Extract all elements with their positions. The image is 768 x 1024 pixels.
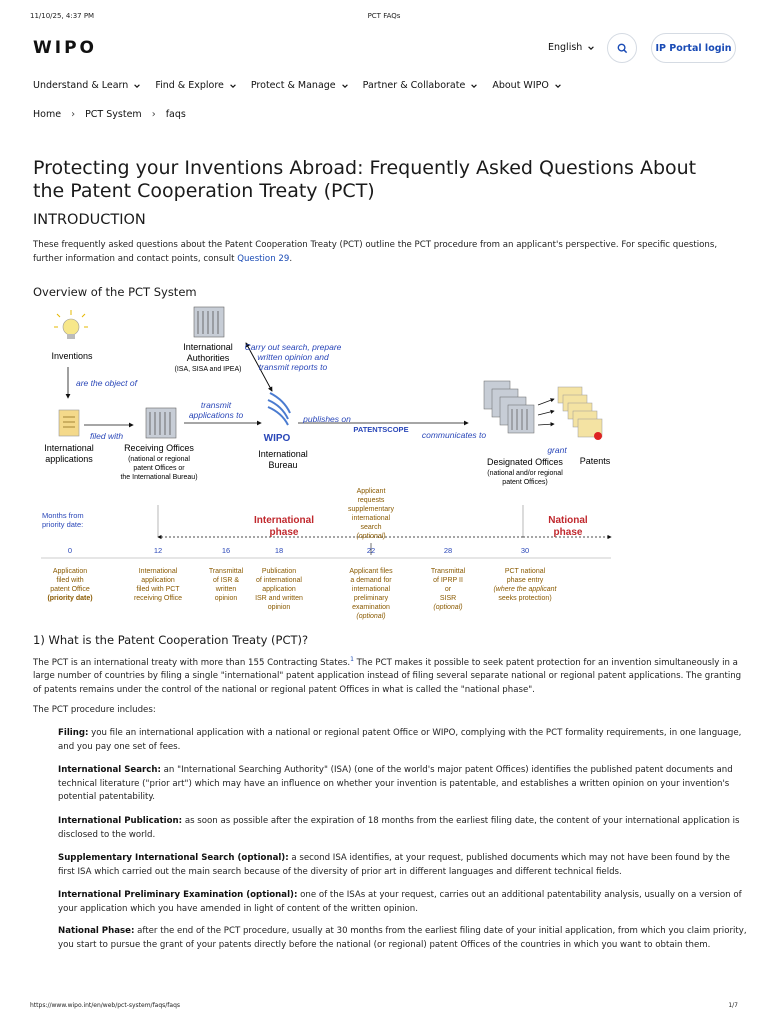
search-button[interactable] <box>607 33 637 63</box>
introduction-heading: INTRODUCTION <box>33 212 146 228</box>
breadcrumb <box>33 109 186 120</box>
procedure-item-international-search: International Search: an "International Searching Authority" (ISA) (one of the world's major patent Offices) identifies the published patent documents and technical literature ("prior art") which may have an influence on whether your invention is patentable, and establishes a written opinion on your invention's potential patentability. <box>58 765 733 802</box>
chevron-right-icon: › <box>71 109 76 120</box>
timeline-event-22: Applicant files a demand for international preliminary examination (optional) <box>349 568 393 620</box>
procedure-item-national-phase: National Phase: after the end of the PCT procedure, usually at 30 months from the earliest filing date of your initial application, from which you claim priority, you start to pursue the grant of your patents directly before the national (or regional) patent Offices of the countries in which you want to obtain them. <box>58 926 747 950</box>
grant-label: grant <box>547 445 567 455</box>
nav-item-protect-manage[interactable]: Protect & Manage <box>251 80 349 91</box>
building-icon <box>194 307 224 337</box>
lightbulb-icon <box>54 310 88 339</box>
question-1-paragraph: The PCT is an international treaty with more than 155 Contracting States.$^1$ The PCT makes it possible to seek patent protection for an invention simultaneously in a large number of countries by filing a single "international" patent application instead of filing several separate national or regional patent applications. The granting of patents remains under the control of the national or regional patent Offices in what is called the "national phase". <box>33 656 742 695</box>
print-header <box>0 12 768 24</box>
communicates-to-label: communicates to <box>421 430 487 440</box>
chevron-right-icon: › <box>151 109 156 120</box>
wipo-emblem-icon <box>268 393 290 425</box>
breadcrumb-home[interactable]: Home <box>33 109 62 120</box>
timeline-event-16: Transmittal of ISR & written opinion <box>208 568 244 602</box>
international-applications-label: International applications <box>44 443 94 464</box>
patentscope-label: PATENTSCOPE <box>353 425 409 434</box>
nav-item-about-wipo[interactable]: About WIPO <box>492 80 562 91</box>
international-phase-label: International phase <box>253 515 315 538</box>
page-title: Protecting your Inventions Abroad: Frequently Asked Questions About the Patent Cooperation Treaty (PCT) <box>33 157 697 202</box>
print-page-title: PCT FAQs <box>367 12 401 20</box>
month-22-label: 22 <box>366 546 376 555</box>
pct-procedure-intro: The PCT procedure includes: <box>33 705 156 715</box>
procedure-item-supplementary-search: Supplementary International Search (optional): a second ISA identifies, at your request, published documents which may not have been found by the first ISA which carried out the main search because of the diversity of prior art in different languages and different technical fields. <box>58 853 730 877</box>
chevron-down-icon <box>587 44 595 52</box>
wipo-label: WIPO <box>263 433 291 444</box>
building-stack-icon <box>484 381 534 433</box>
language-selector[interactable] <box>548 42 595 53</box>
patent-certificate-icon <box>558 387 602 440</box>
footnote-1-link[interactable]: 1 <box>350 656 354 663</box>
publishes-on-label: publishes on <box>303 414 351 424</box>
procedure-item-preliminary-examination: International Preliminary Examination (optional): one of the ISAs at your request, carries out an additional patentability analysis, usually on a version of your application which you have amended in light of content of the written opinion. <box>58 890 742 914</box>
print-page-number: 1/7 <box>728 1002 738 1009</box>
procedure-item-filing: Filing: you file an international application with a national or regional patent Office or WIPO, complying with the PCT formality requirements, in one language, and you pay one set of fees. <box>58 728 742 752</box>
receiving-offices-label: Receiving Offices (national or regional patent Offices or the International Bureau) <box>120 443 198 481</box>
national-phase-label: National phase <box>548 515 588 538</box>
print-timestamp: 11/10/25, 4:37 PM <box>30 12 95 20</box>
designated-offices-label: Designated Offices (national and/or regional patent Offices) <box>487 457 563 486</box>
timeline-event-0: Application filed with patent Office (priority date) <box>47 568 93 602</box>
arrows-to-patents <box>538 399 554 425</box>
nav-item-find-explore[interactable]: Find & Explore <box>155 80 237 91</box>
supplementary-search-label: Applicant requests supplementary international search (optional) <box>348 488 394 540</box>
chevron-down-icon <box>470 82 478 90</box>
month-12-label: 12 <box>153 546 163 555</box>
question-1-heading: 1) What is the Patent Cooperation Treaty (PCT)? <box>33 633 309 647</box>
breadcrumb-faqs: faqs <box>165 109 186 120</box>
month-0-label: 0 <box>67 546 73 555</box>
timeline-event-30: PCT national phase entry (where the applicant seeks protection) <box>493 568 557 602</box>
question-29-link[interactable]: Question 29 <box>237 253 290 264</box>
top-bar <box>33 32 739 64</box>
transmit-label: transmit applications to <box>188 400 244 420</box>
building-icon <box>146 408 176 438</box>
pct-overview-diagram <box>36 305 616 627</box>
main-nav <box>33 80 562 91</box>
wipo-logo[interactable]: WIPO <box>33 38 97 58</box>
search-icon <box>617 43 628 54</box>
nav-item-partner-collaborate[interactable]: Partner & Collaborate <box>363 80 479 91</box>
breadcrumb-pct-system[interactable]: PCT System <box>85 109 142 120</box>
inventions-label: Inventions <box>51 351 93 361</box>
timeline-event-12: International application filed with PCT receiving Office <box>133 568 183 602</box>
chevron-down-icon <box>554 82 562 90</box>
international-bureau-label: International Bureau <box>258 449 308 470</box>
timeline-event-18: Publication of international application ISR and written opinion <box>255 568 303 611</box>
timeline-events <box>47 568 557 620</box>
procedure-item-international-publication: International Publication: as soon as possible after the expiration of 18 months from the earliest filing date, the content of your international application is disclosed to the world. <box>58 816 740 840</box>
months-label: Months from priority date: <box>42 511 84 529</box>
chevron-down-icon <box>341 82 349 90</box>
carry-out-search-label: Carry out search, prepare written opinion and transmit reports to <box>244 342 342 372</box>
language-label: English <box>548 42 583 53</box>
chevron-down-icon <box>229 82 237 90</box>
month-28-label: 28 <box>443 546 453 555</box>
introduction-paragraph: These frequently asked questions about the Patent Cooperation Treaty (PCT) outline the PCT procedure from an applicant's perspective. For specific questions, further information and contact points, consult Question 29. <box>33 240 718 264</box>
are-object-label: are the object of <box>76 378 137 388</box>
international-authorities-label: International Authorities (ISA, SISA and IPEA) <box>174 342 242 373</box>
chevron-down-icon <box>133 82 141 90</box>
ip-portal-login-button[interactable]: IP Portal login <box>651 33 736 63</box>
patents-label: Patents <box>579 456 611 466</box>
timeline-event-28: Transmittal of IPRP II or SISR (optional) <box>430 568 466 611</box>
document-icon <box>59 410 79 436</box>
timeline-months <box>68 546 529 555</box>
month-18-label: 18 <box>274 546 284 555</box>
overview-heading: Overview of the PCT System <box>33 285 197 299</box>
month-16-label: 16 <box>221 546 231 555</box>
month-30-label: 30 <box>520 546 530 555</box>
nav-item-understand-learn[interactable]: Understand & Learn <box>33 80 141 91</box>
print-url: https://www.wipo.int/en/web/pct-system/faqs/faqs <box>30 1002 181 1009</box>
filed-with-label: filed with <box>90 431 124 441</box>
